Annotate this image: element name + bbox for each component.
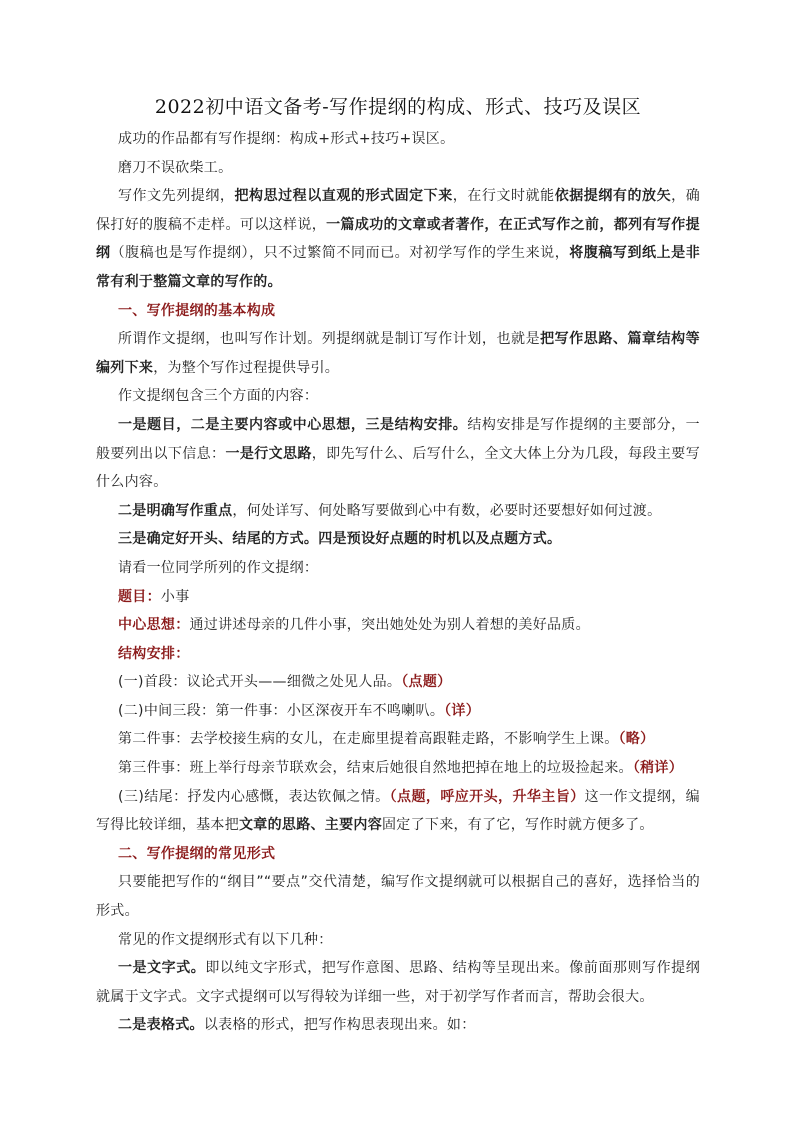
- outline-item-1: [96, 668, 700, 697]
- bold-run: 文章的思路、主要内容: [239, 817, 382, 834]
- text-run: ，即先写什么、后写什么，全文大体上分为几段，每段主要写什么内容。: [96, 445, 700, 491]
- text-run: 写作文先列提纲，: [118, 188, 235, 205]
- bold-run: 一是行文思路: [225, 445, 312, 462]
- text-run: 这一作文提纲，编写得比较详细，基本把: [96, 788, 700, 834]
- outline-item-4: [96, 754, 700, 783]
- section-1-paragraph-1: [96, 325, 700, 382]
- text-run: (二)中间三段：第一件事：小区深夜开车不鸣喇叭。: [118, 702, 445, 719]
- bold-run: 一篇成功的文章或者著作，在正式写作之前，都列有写作提纲: [96, 216, 700, 262]
- section-1-paragraph-3: [96, 411, 700, 497]
- page-title: 2022初中语文备考-写作提纲的构成、形式、技巧及误区: [154, 96, 642, 118]
- label-run: 题目：: [118, 588, 161, 605]
- text-run: ，确保打好的腹稿不走样。可以这样说，: [96, 188, 700, 233]
- note-run: （略）: [618, 731, 655, 748]
- bold-run: 三是确定好开头、结尾的方式。四是预设好点题的时机以及点题方式。: [118, 531, 562, 548]
- bold-run: 一是题目，二是主要内容或中心思想，三是结构安排。: [118, 416, 468, 433]
- text-run: 即以纯文字形式，把写作意图、思路、结构等呈现出来。像前面那则写作提纲就属于文字式。文字式提纲可以写得较为详细一些，对于初学写作者而言，帮助会很大。: [96, 960, 700, 1005]
- intro-paragraph: [96, 182, 700, 296]
- text-run: (三)结尾：抒发内心感慨，表达钦佩之情。: [118, 788, 390, 805]
- text-run: 结构安排是写作提纲的主要部分，一般要列出以下信息：: [96, 416, 700, 462]
- text-run: 固定了下来，有了它，写作时就方便多了。: [382, 817, 654, 834]
- section-2-paragraph-4: [96, 1011, 700, 1040]
- intro-line-2: 磨刀不误砍柴工。: [118, 159, 233, 176]
- bold-run: 依据提纲有的放矢: [554, 188, 672, 205]
- bold-run: 把构思过程以直观的形式固定下来: [234, 188, 453, 205]
- text-run: 第二件事：去学校接生病的女儿，在走廊里提着高跟鞋走路，不影响学生上课。: [118, 731, 619, 748]
- section-2-paragraph-1: 只要能把写作的“纲目”“要点”交代清楚，编写作文提纲就可以根据自己的喜好，选择恰当的形式。: [96, 874, 700, 920]
- text-run: (一)首段：议论式开头——细微之处见人品。: [118, 674, 402, 691]
- text-run: ，为整个写作过程提供导引。: [153, 359, 340, 376]
- note-run: （点题，呼应开头，升华主旨）: [389, 788, 585, 805]
- intro-line-1: 成功的作品都有写作提纲：构成+形式+技巧+误区。: [118, 131, 455, 147]
- label-run: 结构安排：: [118, 645, 190, 662]
- document-page: [96, 92, 700, 1040]
- bold-run: 二是表格式。: [118, 1017, 204, 1034]
- note-run: （详）: [444, 702, 481, 719]
- bold-run: 把写作思路、篇章结构等编列下来: [96, 331, 700, 376]
- text-run: ，何处详写、何处略写要做到心中有数，必要时还要想好如何过渡。: [232, 502, 662, 519]
- outline-topic: [96, 583, 700, 612]
- text-run: 以表格的形式，把写作构思表现出来。如：: [203, 1017, 476, 1034]
- outline-structure-label: [96, 640, 700, 669]
- outline-item-3: [96, 725, 700, 754]
- section-1-heading: 一、写作提纲的基本构成: [118, 302, 276, 319]
- section-1-paragraph-4: [96, 497, 700, 526]
- label-run: 中心思想：: [118, 617, 190, 634]
- bold-run: 一是文字式。: [118, 960, 206, 977]
- section-1-paragraph-6: 请看一位同学所列的作文提纲：: [118, 559, 319, 576]
- text-run: 所谓作文提纲，也叫写作计划。列提纲就是制订写作计划，也就是: [118, 331, 541, 348]
- text-run: 第三件事：班上举行母亲节联欢会，结束后她很自然地把掉在地上的垃圾捡起来。: [118, 760, 633, 777]
- outline-item-5: [96, 783, 700, 840]
- outline-item-2: [96, 697, 700, 726]
- text-run: 小事: [160, 588, 190, 605]
- text-run: （腹稿也是写作提纲），只不过繁简不同而已。对初学写作的学生来说，: [110, 245, 570, 262]
- section-1-paragraph-5: [96, 525, 700, 554]
- note-run: （稍详）: [632, 760, 684, 777]
- section-1-paragraph-2: 作文提纲包含三个方面的内容：: [118, 388, 319, 405]
- bold-run: 将腹稿写到纸上是非常有利于整篇文章的写作的。: [96, 245, 700, 290]
- section-2-heading: 二、写作提纲的常见形式: [118, 845, 276, 862]
- text-run: ，在行文时就能: [452, 188, 555, 205]
- text-run: 通过讲述母亲的几件小事，突出她处处为别人着想的美好品质。: [189, 617, 590, 634]
- note-run: （点题）: [401, 674, 452, 691]
- section-2-paragraph-2: 常见的作文提纲形式有以下几种：: [118, 931, 333, 948]
- section-2-paragraph-3: [96, 954, 700, 1011]
- outline-center-idea: [96, 611, 700, 640]
- bold-run: 二是明确写作重点: [118, 502, 233, 519]
